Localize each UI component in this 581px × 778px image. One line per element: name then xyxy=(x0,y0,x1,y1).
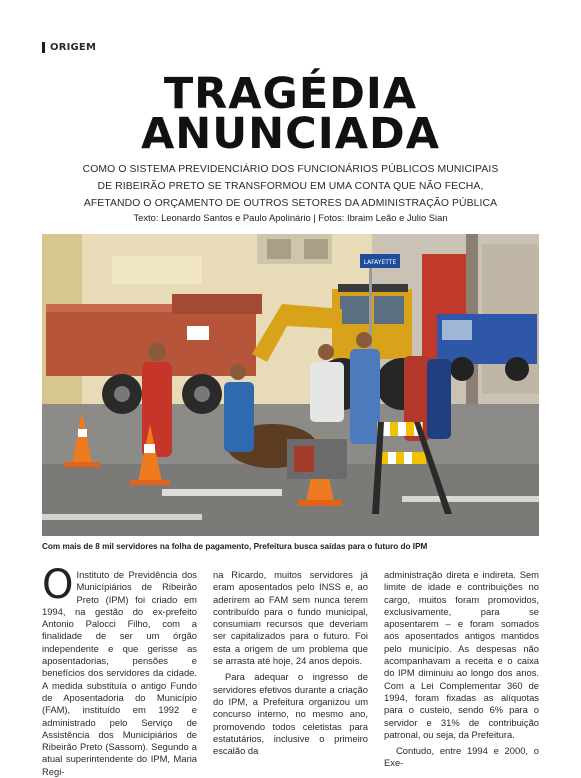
column-2 xyxy=(213,569,368,757)
column-3-paragraph-1: administração direta e indireta. Sem limite de idade e contribuições no cargo, muitos foram promovidos, exclusivamente, para se aposentarem – e foram somados aos aposentados antigos mantidos pelo município. As despesas não acompanhavam a receita e o caixa do IPM diminuiu ao longo dos anos. Com a Lei Complementar 360 de 1994, foram fixadas as alíquotas para o custeio, sendo 6% para o servidor e 31% de contribuição patronal, ou seja, da Prefeitura. xyxy=(384,569,539,740)
headline-line-1: TRAGÉDIA xyxy=(163,69,418,119)
dek-line-1: COMO O SISTEMA PREVIDENCIÁRIO DOS FUNCIONÁRIOS PÚBLICOS MUNICIPAIS xyxy=(82,164,499,175)
street-sign-text: LAFAYETTE xyxy=(363,259,397,266)
section-label: ORIGEM xyxy=(50,41,97,53)
column-1-paragraph-1: Instituto de Previdência dos Municípiários de Ribeirão Preto (IPM) foi criado em 1994, na gestão do ex-prefeito Antonio Palocci Filho, com a finalidade de ser um órgão independente e que gerisse as aposentadorias, pensões e benefícios dos servidores da cidade. A medida substituía o antigo Fundo de Aposentadoria do Município (FAM), instituído em 1992 e administrado pelo Serviço de Assistência dos Municipiários de Ribeirão Preto (Sassom). Segundo a atual superintendente do IPM, Maria Regi- xyxy=(42,569,197,777)
column-2-paragraph-2: Para adequar o ingresso de servidores efetivos durante a criação do IPM, a Prefeitura organizou um concurso interno, no mesmo ano, promovendo todos celetistas para estatutários, inclusive o primeiro escalão da xyxy=(213,671,368,757)
section-tag xyxy=(42,40,96,54)
column-3 xyxy=(384,569,539,770)
credits: Texto: Leonardo Santos e Paulo Apolinário | Fotos: Ibraim Leão e Julio Sian xyxy=(133,212,448,223)
column-1 xyxy=(42,562,197,778)
street-works-photo xyxy=(42,234,539,536)
photo-caption: Com mais de 8 mil servidores na folha de pagamento, Prefeitura busca saídas para o futuro do IPM xyxy=(42,542,428,551)
column-3-paragraph-2: Contudo, entre 1994 e 2000, o Exe- xyxy=(384,745,539,769)
dropcap: O xyxy=(42,562,74,608)
dek xyxy=(60,161,521,212)
dek-line-3: AFETANDO O ORÇAMENTO DE OUTROS SETORES DA ADMINISTRAÇÃO PÚBLICA xyxy=(83,198,498,209)
column-2-paragraph-1: na Ricardo, muitos servidores já eram aposentados pelo INSS e, ao aderirem ao FAM sem nunca terem contribuído para o fundo municipal, consumiam recursos que deveriam ser capitalizados para o futuro. Foi esta a origem de um problema que se arrasta até hoje, 24 anos depois. xyxy=(213,569,368,667)
article-body xyxy=(42,562,539,777)
headline-line-2: ANUNCIADA xyxy=(141,109,440,159)
dek-line-2: DE RIBEIRÃO PRETO SE TRANSFORMOU EM UMA CONTA QUE NÃO FECHA, xyxy=(97,181,484,192)
section-bar xyxy=(42,42,45,53)
